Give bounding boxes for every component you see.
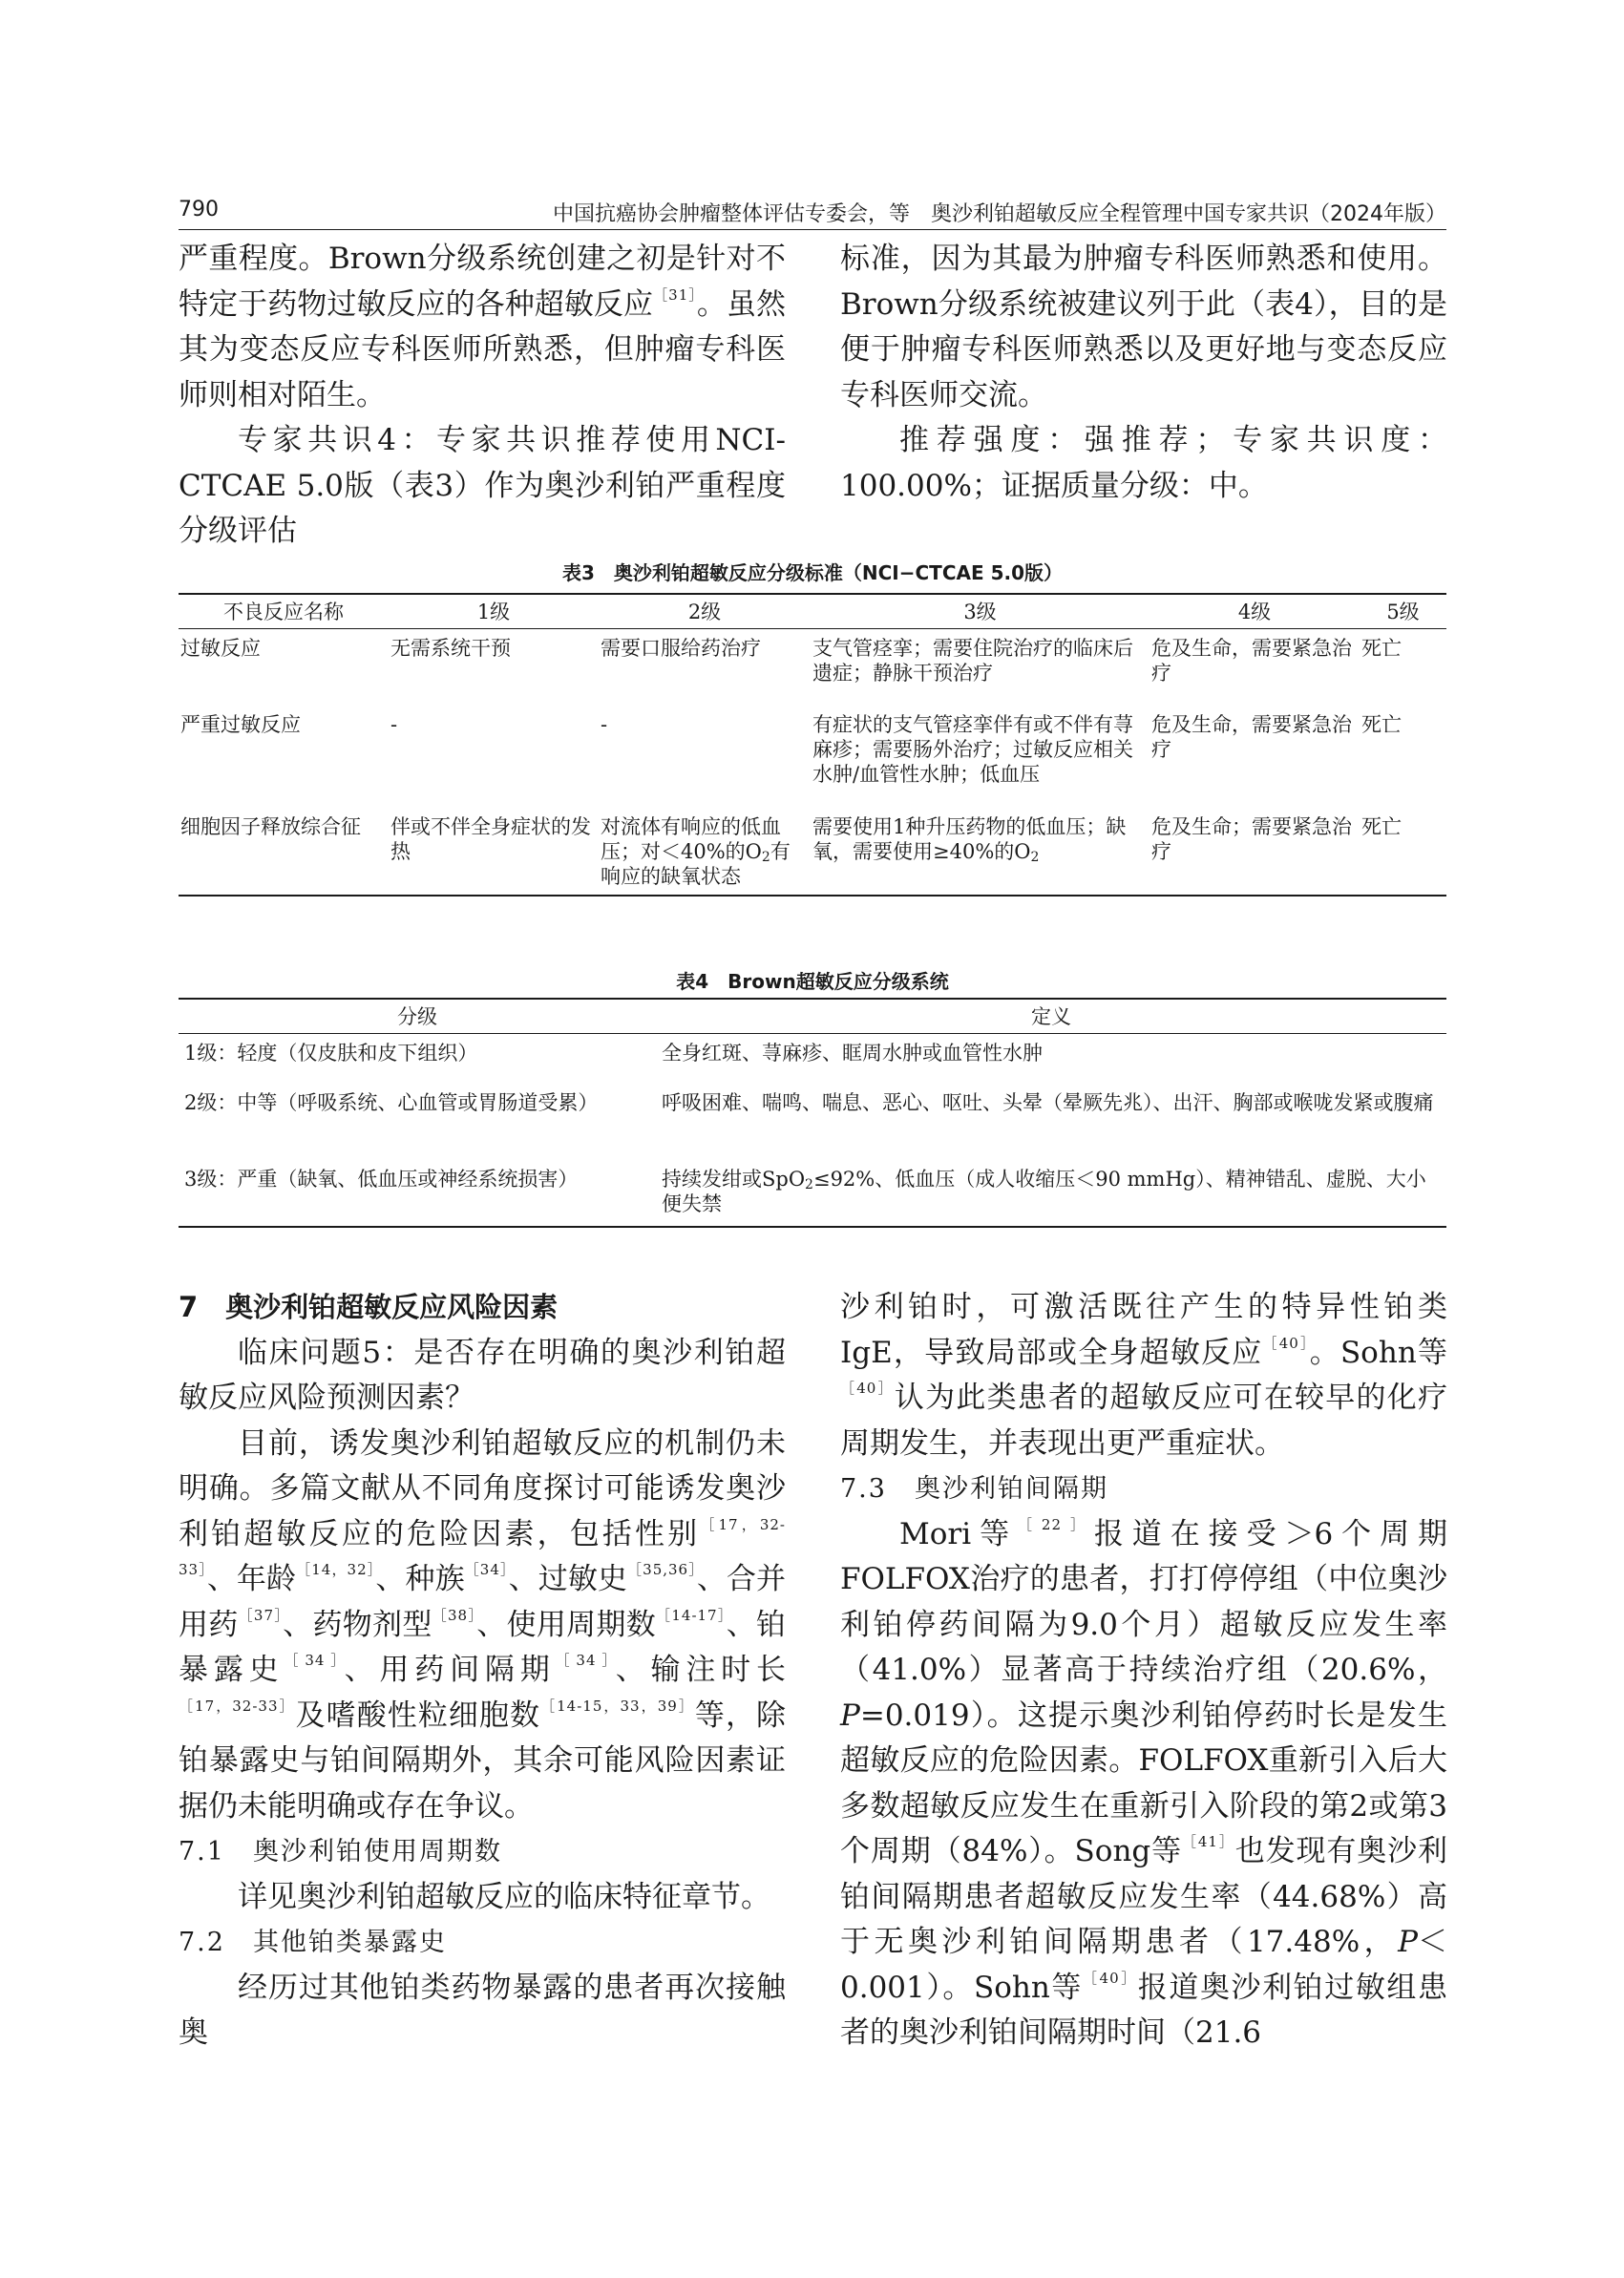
table-cell: 对流体有响应的低血压；对＜40%的$O_2$有响应的缺氧状态 bbox=[599, 808, 811, 896]
table-cell: 过敏反应 bbox=[180, 637, 261, 660]
bottom-left-column bbox=[179, 1285, 786, 2057]
table3-caption: 表3 奥沙利铂超敏反应分级标准（NCI−CTCAE 5.0版） bbox=[561, 561, 1064, 584]
table-cell: 2级：中等（呼吸系统、心血管或胃肠道受累） bbox=[184, 1090, 599, 1114]
table-cell: 持续发绀或SpO$_2$≤92%、低血压（成人收缩压＜90 mmHg）、精神错乱、虚脱、大小便失禁 bbox=[656, 1160, 1446, 1227]
subsection-heading: 7.1 奥沙利铂使用周期数 bbox=[179, 1837, 502, 1867]
table-cell: 死亡 bbox=[1360, 808, 1446, 896]
header-cell: 3级 bbox=[811, 594, 1149, 629]
table-row bbox=[179, 629, 1446, 706]
table-cell: 支气管痉挛；需要住院治疗的临床后遗症；静脉干预治疗 bbox=[812, 637, 1133, 685]
header-cell: 1级 bbox=[389, 594, 599, 629]
table-cell: 伴或不伴全身症状的发热 bbox=[389, 808, 599, 896]
paragraph: 目前，诱发奥沙利铂超敏反应的机制仍未明确。多篇文献从不同角度探讨可能诱发奥沙利铂超敏反应的危险因素，包括性别$^{[17,32-33]}$、年龄$^{[14,32]}$、种族$^{[34]}$、过敏史$^{[35,36]}$、合并用药$^{[37]}$、药物剂型$^{[38]}$、使用周期数$^{[14-17]}$、铂暴露史$^{[34]}$、用药间隔期$^{[34]}$、输注时长$^{[17,32-33]}$及嗜酸性粒细胞数$^{[14-15,33,39]}$等，除铂暴露史与铂间隔期外，其余可能风险因素证据仍未能明确或存在争议。 bbox=[179, 1425, 787, 1824]
table-row bbox=[179, 808, 1446, 896]
recommendation-line: 推荐强度：强推荐；专家共识度： bbox=[899, 423, 1447, 457]
header-cell: 分级 bbox=[179, 999, 656, 1034]
table-cell: 死亡 bbox=[1361, 637, 1402, 660]
table3 bbox=[179, 593, 1446, 896]
clinical-question: 临床问题5：是否存在明确的奥沙利铂超敏反应风险预测因素？ bbox=[179, 1335, 786, 1415]
top-left-column bbox=[179, 237, 786, 555]
table-cell: 危及生命；需要紧急治疗 bbox=[1149, 808, 1360, 896]
paragraph: 经历过其他铂类药物暴露的患者再次接触奥 bbox=[179, 1970, 786, 2050]
table-header-row bbox=[179, 594, 1446, 629]
table-row bbox=[179, 706, 1446, 808]
citation: ［31］ bbox=[653, 285, 697, 304]
paragraph: 详见奥沙利铂超敏反应的临床特征章节。 bbox=[238, 1879, 770, 1914]
table-cell: - bbox=[390, 712, 398, 736]
paragraph: 标准，因为其最为肿瘤专科医师熟悉和使用。Brown分级系统被建议列于此（表4），目的是便于肿瘤专科医师熟悉以及更好地与变态反应专科医师交流。 bbox=[840, 242, 1447, 412]
table-cell: 严重过敏反应 bbox=[180, 712, 301, 736]
running-header bbox=[179, 194, 1446, 228]
bottom-right-column bbox=[840, 1285, 1447, 2057]
header-cell: 2级 bbox=[599, 594, 811, 629]
table4-caption: 表4 Brown超敏反应分级系统 bbox=[676, 970, 949, 993]
table-row bbox=[179, 1084, 1446, 1160]
table-cell: - bbox=[601, 712, 608, 736]
page-number: 790 bbox=[179, 198, 219, 221]
table-cell: 3级：严重（缺氧、低血压或神经系统损害） bbox=[179, 1160, 656, 1227]
header-rule bbox=[179, 229, 1446, 230]
table-cell: 呼吸困难、喘鸣、喘息、恶心、呕吐、头晕（晕厥先兆）、出汗、胸部或喉咙发紧或腹痛 bbox=[662, 1090, 1434, 1114]
paragraph: Mori等$^{[22]}$报道在接受＞6个周期FOLFOX治疗的患者，打打停停组（中位奥沙利铂停药间隔为9.0个月）超敏反应发生率（41.0%）显著高于持续治疗组（20.6%，P=0.019）。这提示奥沙利铂停药时长是发生超敏反应的危险因素。FOLFOX重新引入后大多数超敏反应发生在重新引入阶段的第2或第3个周期（84%）。Song等$^{[41]}$也发现有奥沙利铂间隔期患者超敏反应发生率（44.68%）高于无奥沙利铂间隔期患者（17.48%，P＜0.001）。Sohn等$^{[40]}$报道奥沙利铂过敏组患者的奥沙利铂间隔期时间（21.6 bbox=[840, 1515, 1448, 2050]
running-title: 中国抗癌协会肿瘤整体评估专委会，等 奥沙利铂超敏反应全程管理中国专家共识（2024年版） bbox=[553, 202, 1446, 226]
consensus-paragraph: 专家共识4：专家共识推荐使用NCI-CTCAE 5.0版（表3）作为奥沙利铂严重程度分级评估 bbox=[179, 423, 786, 548]
table-cell: 全身红斑、荨麻疹、眶周水肿或血管性水肿 bbox=[662, 1042, 1043, 1065]
top-right-column bbox=[840, 237, 1447, 509]
table-row bbox=[179, 1160, 1446, 1227]
subsection-heading: 7.3 奥沙利铂间隔期 bbox=[840, 1474, 1108, 1504]
paragraph: 沙利铂时，可激活既往产生的特异性铂类IgE，导致局部或全身超敏反应$^{[40]}$。Sohn等$^{[40]}$认为此类患者的超敏反应可在较早的化疗周期发生，并表现出更严重症状。 bbox=[840, 1290, 1447, 1461]
table-cell: 细胞因子释放综合征 bbox=[179, 808, 389, 896]
table-header-row bbox=[179, 999, 1446, 1034]
header-cell: 定义 bbox=[656, 999, 1446, 1034]
table-row bbox=[179, 1034, 1446, 1084]
table-cell: 无需系统干预 bbox=[390, 637, 511, 660]
table-cell: 需要口服给药治疗 bbox=[601, 637, 761, 660]
section-heading: 7 奥沙利铂超敏反应风险因素 bbox=[179, 1291, 559, 1323]
table-cell: 1级：轻度（仅皮肤和皮下组织） bbox=[184, 1042, 478, 1065]
paragraph: 严重程度。Brown分级系统创建之初是针对不特定于药物过敏反应的各种超敏反应$^{[31]}$。虽然其为变态反应专科医师所熟悉，但肿瘤专科医师则相对陌生。 bbox=[179, 242, 787, 412]
table-cell: 死亡 bbox=[1361, 712, 1402, 736]
header-cell: 4级 bbox=[1149, 594, 1360, 629]
table-cell: 危及生命，需要紧急治疗 bbox=[1151, 712, 1352, 761]
table-cell: 有症状的支气管痉挛伴有或不伴有荨麻疹；需要肠外治疗；过敏反应相关水肿/血管性水肿；低血压 bbox=[812, 712, 1133, 786]
subsection-heading: 7.2 其他铂类暴露史 bbox=[179, 1928, 447, 1957]
header-cell: 不良反应名称 bbox=[179, 594, 389, 629]
table-cell: 需要使用1种升压药物的低血压；缺氧，需要使用≥40%的$O_2$ bbox=[811, 808, 1149, 896]
header-cell: 5级 bbox=[1360, 594, 1446, 629]
table-cell: 危及生命，需要紧急治疗 bbox=[1151, 637, 1352, 685]
recommendation-line: 100.00%；证据质量分级：中。 bbox=[840, 468, 1268, 503]
table4 bbox=[179, 998, 1446, 1228]
